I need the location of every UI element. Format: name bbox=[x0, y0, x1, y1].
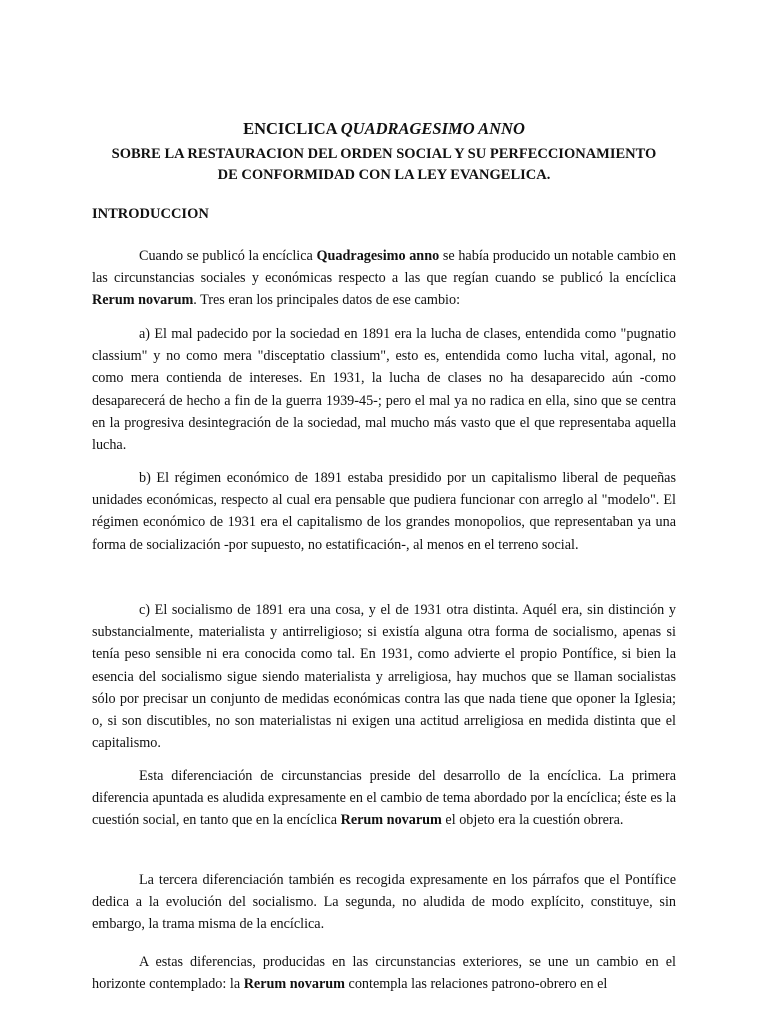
p1-text-c: se había producido un notable cambio en las circunstancias sociales y económicas respecto a las que regían cuando se publicó la encíclica bbox=[92, 248, 676, 287]
p5-bold-rerum: Rerum novarum bbox=[340, 812, 442, 829]
paragraph-5 bbox=[92, 765, 676, 832]
p7-text-a: A estas diferencias, producidas en las circunstancias exteriores, se une un cambio en el horizonte contemplado: la bbox=[92, 954, 676, 993]
paragraph-4: c) El socialismo de 1891 era una cosa, y el de 1931 otra distinta. Aquél era, sin distinción y substancialmente, materialista y antirreligioso; si existía alguna otra forma de socialismo, apenas si tenía peso sensible ni era conocida como tal. En 1931, como advierte el propio Pontífice, si bien la esencia del socialismo sigue siendo materialista y arreligiosa, hay muchos que se llaman socialistas sólo por precisar un conjunto de medidas económicas contra las que nada tiene que oponer la Iglesia; o, si son discutibles, no son materialistas ni exigen una actitud arreligiosa en medida distinta que el capitalismo. bbox=[92, 602, 676, 752]
p1-text-e: . Tres eran los principales datos de ese cambio: bbox=[193, 292, 461, 309]
p1-bold-rerum: Rerum novarum bbox=[92, 292, 194, 309]
paragraph-6: La tercera diferenciación también es recogida expresamente en los párrafos que el Pontífice dedica a la evolución del socialismo. La segunda, no aludida de modo explícito, constituye, sin embargo, la trama misma de la encíclica. bbox=[92, 872, 676, 933]
document-title bbox=[0, 118, 768, 140]
paragraph-3: b) El régimen económico de 1891 estaba presidido por un capitalismo liberal de pequeñas unidades económicas, respecto al cual era pensable que pudiera funcionar con arreglo al "modelo". El régimen económico de 1931 era el capitalismo de los grandes monopolios, que representaban ya una forma de socialización -por supuesto, no estatificación-, al menos en el terreno social. bbox=[92, 470, 676, 553]
paragraph-1 bbox=[92, 245, 676, 312]
document-subtitle bbox=[70, 144, 698, 186]
p7-text-c: contempla las relaciones patrono-obrero en el bbox=[344, 976, 608, 993]
subtitle-line-2: DE CONFORMIDAD CON LA LEY EVANGELICA. bbox=[217, 167, 551, 183]
p7-bold-rerum: Rerum novarum bbox=[243, 976, 345, 993]
title-italic: QUADRAGESIMO ANNO bbox=[340, 119, 525, 138]
p1-bold-quadragesimo: Quadragesimo anno bbox=[316, 248, 440, 264]
paragraph-2: a) El mal padecido por la sociedad en 1891 era la lucha de clases, entendida como "pugnatio classium" y no como mera "disceptatio classium", esto es, entendida como lucha vital, agonal, no como mera contienda de intereses. En 1931, la lucha de clases no ha desaparecido aún -como desaparecerá de hecho a fin de la guerra 1939-45-; pero el mal ya no radica en ella, sino que se centra en la progresiva desintegración de la sociedad, mal mucho más vasto que el que representaba aquella lucha. bbox=[92, 326, 676, 454]
title-prefix: ENCICLICA bbox=[243, 119, 341, 138]
p5-text-a: Esta diferenciación de circunstancias preside del desarrollo de la encíclica. La primera diferencia apuntada es aludida expresamente en el cambio de tema abordado por la encíclica; éste es la cuestión social, en tanto que en la encíclica bbox=[92, 768, 676, 829]
section-heading: INTRODUCCION bbox=[92, 206, 209, 222]
p1-text-a: Cuando se publicó la encíclica bbox=[139, 248, 317, 264]
p5-text-c: el objeto era la cuestión obrera. bbox=[441, 812, 624, 829]
subtitle-line-1: SOBRE LA RESTAURACION DEL ORDEN SOCIAL Y SU PERFECCIONAMIENTO bbox=[111, 146, 657, 162]
paragraph-7 bbox=[92, 951, 676, 995]
